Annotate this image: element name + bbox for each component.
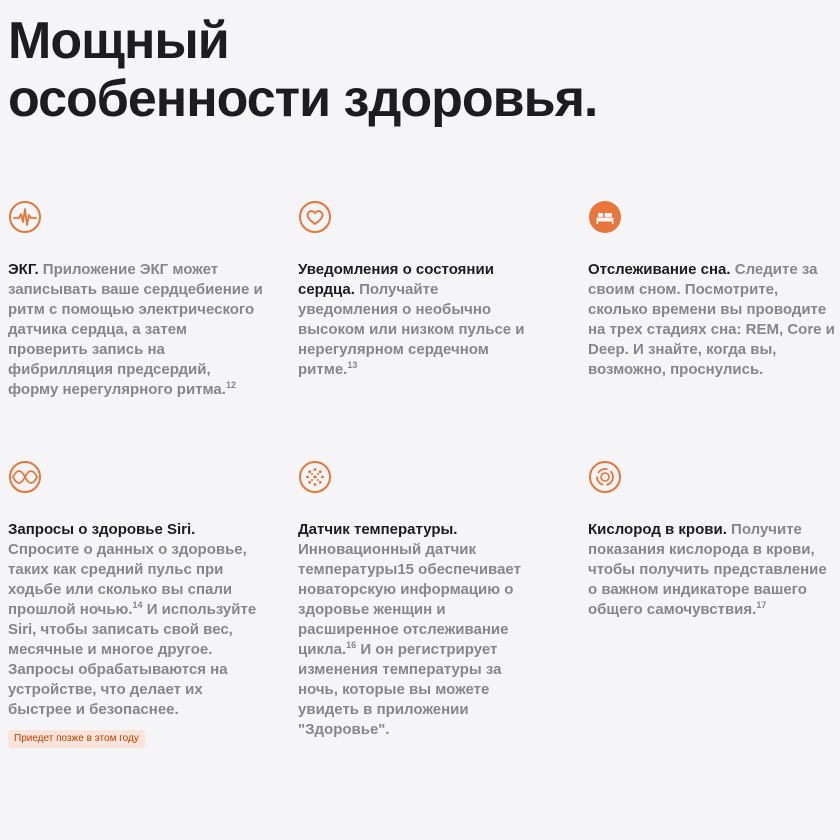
- temperature-sensor-icon: [298, 460, 332, 494]
- feature-siri-health-text: [8, 520, 258, 720]
- coming-later-badge: Приедет позже в этом году: [8, 730, 145, 748]
- feature-heart-notifications-text: [298, 260, 538, 380]
- feature-siri-health-title: Запросы о здоровье Siri.: [8, 521, 196, 538]
- feature-ecg-text: [8, 260, 263, 400]
- footnote-ref[interactable]: 12: [225, 380, 236, 390]
- feature-temperature-sensor: [298, 460, 538, 740]
- feature-siri-health-body-2: И используйте Siri, чтобы записать свой вес, месячные и многое другое. Запросы обрабатываются на устройстве, что делает их быстрее и безопаснее.: [8, 601, 257, 718]
- feature-siri-health-body: Спросите о данных о здоровье, таких как средний пульс при ходьбе или сколько вы спали прошлой ночью.: [8, 541, 247, 618]
- siri-icon: [8, 460, 42, 494]
- footnote-ref[interactable]: 16: [346, 640, 357, 650]
- feature-ecg: [8, 200, 263, 400]
- feature-heart-notifications: [298, 200, 538, 380]
- blood-oxygen-icon: [588, 460, 622, 494]
- page-title: [8, 12, 597, 128]
- page-title-line2: особенности здоровья.: [8, 70, 598, 128]
- footnote-ref[interactable]: 14: [132, 600, 143, 610]
- feature-blood-oxygen-title: Кислород в крови.: [588, 521, 727, 538]
- feature-sleep-tracking: [588, 200, 838, 380]
- feature-temperature-sensor-title: Датчик температуры.: [298, 521, 458, 538]
- feature-ecg-body: Приложение ЭКГ может записывать ваше сердцебиение и ритм с помощью электрического датчика сердца, а затем проверить запись на фибрилляция предсердий, форму нерегулярного ритма.: [8, 261, 263, 398]
- bed-icon: [588, 200, 622, 234]
- feature-heart-notifications-title: Уведомления о состоянии сердца.: [298, 261, 494, 298]
- feature-temperature-sensor-text: [298, 520, 538, 740]
- footnote-ref[interactable]: 13: [347, 360, 358, 370]
- footnote-ref[interactable]: 17: [756, 600, 767, 610]
- feature-blood-oxygen-body: Получите показания кислорода в крови, чтобы получить представление о важном индикаторе вашего общего самочувствия.: [588, 521, 827, 618]
- feature-sleep-tracking-text: [588, 260, 838, 380]
- page-title-line1: Мощный: [8, 12, 229, 70]
- feature-ecg-title: ЭКГ.: [8, 261, 39, 278]
- ecg-icon: [8, 200, 42, 234]
- feature-blood-oxygen-text: [588, 520, 828, 620]
- feature-temperature-sensor-body: Инновационный датчик температуры15 обеспечивает новаторскую информацию о здоровье женщин и расширенное отслеживание цикла.: [298, 541, 521, 658]
- feature-sleep-tracking-title: Отслеживание сна.: [588, 261, 731, 278]
- feature-siri-health: [8, 460, 258, 748]
- feature-blood-oxygen: [588, 460, 828, 620]
- feature-heart-notifications-body: Получайте уведомления о необычно высоком или низком пульсе и нерегулярном сердечном ритме.: [298, 281, 525, 378]
- feature-sleep-tracking-body: Следите за своим сном. Посмотрите, сколько времени вы проводите на трех стадиях сна: REM, Core и Deep. И знайте, когда вы, возможно, проснулись.: [588, 261, 835, 378]
- feature-temperature-sensor-body-2: И он регистрирует изменения температуры за ночь, которые вы можете увидеть в приложении "Здоровье".: [298, 641, 502, 738]
- heart-icon: [298, 200, 332, 234]
